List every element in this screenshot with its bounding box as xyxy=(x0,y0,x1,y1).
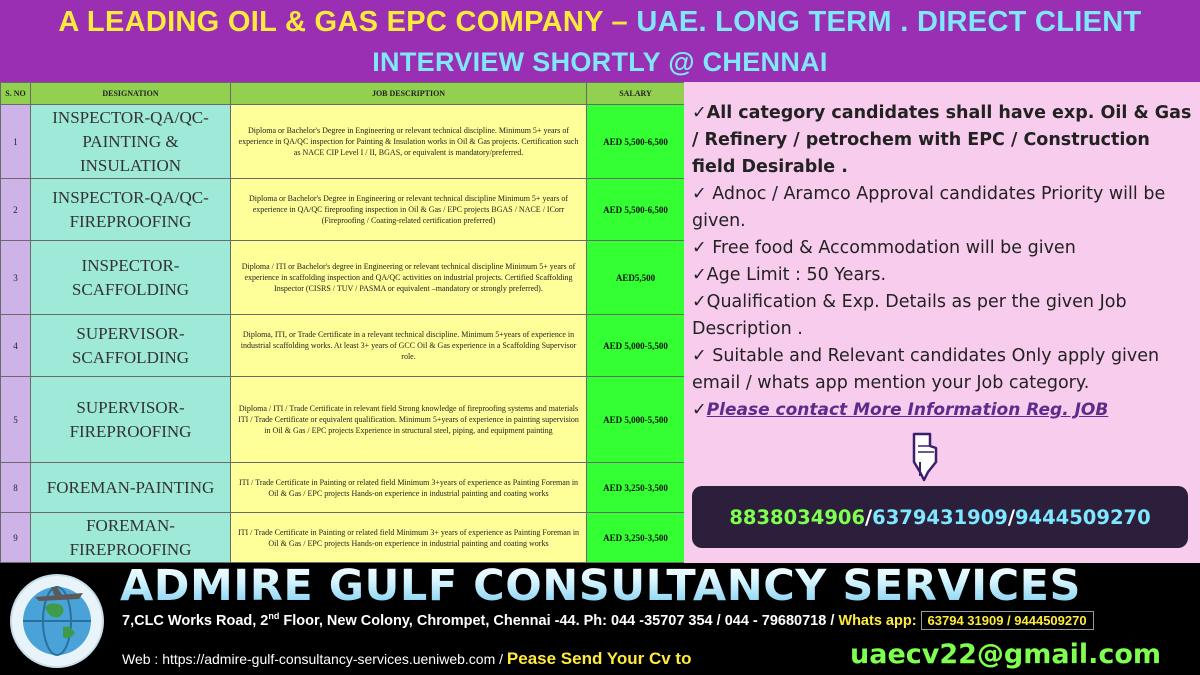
company-logo-icon xyxy=(5,567,109,671)
company-name: ADMIRE GULF CONSULTANCY SERVICES xyxy=(120,561,1100,611)
row-sno: 8 xyxy=(1,463,31,513)
website-link[interactable]: Web : https://admire-gulf-consultancy-services.ueniweb.com / xyxy=(122,651,507,667)
requirement-item xyxy=(692,397,1192,424)
requirement-item: ✓Age Limit : 50 Years. xyxy=(692,265,887,285)
row-description: Diploma or Bachelor's Degree in Engineering or relevant technical discipline. Minimum 5+ years of experience in QA/QC inspection for Painting & Insulation works in Oil & Gas projects. Certification such as NACE CIP Level I / II, BGAS, or equivalent is mandatory/preferred. xyxy=(231,105,587,179)
requirements-list xyxy=(692,100,1192,424)
footer xyxy=(0,563,1200,675)
row-description: Diploma, ITI, or Trade Certificate in a relevant technical discipline. Minimum 5+years of experience in industrial scaffolding works. At least 3+ years of GCC Oil & Gas experience in a Scaffolding Supervisor role. xyxy=(231,315,587,377)
table-row xyxy=(1,315,685,377)
requirement-item: ✓ Free food & Accommodation will be given xyxy=(692,238,1076,258)
row-designation: SUPERVISOR-SCAFFOLDING xyxy=(31,315,231,377)
table-header-row xyxy=(1,83,685,105)
row-designation: INSPECTOR-SCAFFOLDING xyxy=(31,241,231,315)
table-row xyxy=(1,241,685,315)
email-address[interactable]: uaecv22@gmail.com xyxy=(850,639,1162,670)
row-salary: AED 5,000-5,500 xyxy=(587,315,685,377)
header-title-line1 xyxy=(0,6,1200,39)
row-designation: INSPECTOR-QA/QC-FIREPROOFING xyxy=(31,179,231,241)
column-header-sno: S. NO xyxy=(1,83,31,105)
row-salary: AED 3,250-3,500 xyxy=(587,463,685,513)
phone-number[interactable]: 9444509270 xyxy=(1014,505,1151,529)
table-row xyxy=(1,463,685,513)
row-designation: INSPECTOR-QA/QC-PAINTING & INSULATION xyxy=(31,105,231,179)
address-text: 7,CLC Works Road, 2 xyxy=(122,613,269,629)
row-designation: FOREMAN-PAINTING xyxy=(31,463,231,513)
header-title-line2: INTERVIEW SHORTLY @ CHENNAI xyxy=(372,47,828,77)
row-salary: AED 5,000-5,500 xyxy=(587,377,685,463)
column-header-salary: SALARY xyxy=(587,83,685,105)
row-sno: 2 xyxy=(1,179,31,241)
requirement-item: ✓All category candidates shall have exp. Oil & Gas / Refinery / petrochem with EPC / Construction field Desirable . xyxy=(692,103,1192,177)
requirement-item: ✓ Adnoc / Aramco Approval candidates Priority will be given. xyxy=(692,184,1166,231)
header-banner xyxy=(0,0,1200,82)
info-panel xyxy=(684,82,1200,563)
header-title-company: A LEADING OIL & GAS EPC COMPANY – xyxy=(58,6,637,38)
header-title-client: DIRECT CLIENT xyxy=(916,6,1142,38)
table-row xyxy=(1,377,685,463)
whatsapp-label: Whats app: xyxy=(838,613,917,629)
separator: / xyxy=(865,505,873,529)
requirement-item: ✓ Suitable and Relevant candidates Only apply given email / whats app mention your Job category. xyxy=(692,346,1160,393)
row-sno: 5 xyxy=(1,377,31,463)
job-table xyxy=(0,82,685,563)
send-cv-text: Pease Send Your Cv to xyxy=(506,649,692,668)
table-row xyxy=(1,513,685,563)
phone-number[interactable]: 6379431909 xyxy=(872,505,1008,529)
contact-link[interactable]: Please contact More Information Reg. JOB xyxy=(706,400,1109,420)
pointing-hand-icon xyxy=(906,432,942,482)
row-salary: AED 5,500-6,500 xyxy=(587,179,685,241)
row-salary: AED 5,500-6,500 xyxy=(587,105,685,179)
table-row xyxy=(1,179,685,241)
phone-number[interactable]: 8838034906 xyxy=(729,505,866,529)
requirement-item: ✓Qualification & Exp. Details as per the given Job Description . xyxy=(692,292,1127,339)
row-description: Diploma / ITI or Bachelor's degree in Engineering or relevant technical discipline Minimum 5+ years of experience in scaffolding inspection and QA/QC activities on industrial projects. Certified Scaffolding Inspector (CISRS / TUV / PASMA or equivalent –mandatory or strongly preferred). xyxy=(231,241,587,315)
check-icon: ✓ xyxy=(692,400,707,420)
row-designation: FOREMAN-FIREPROOFING xyxy=(31,513,231,563)
column-header-description: JOB DESCRIPTION xyxy=(231,83,587,105)
company-address xyxy=(122,611,1094,630)
separator: / xyxy=(1007,505,1015,529)
column-header-designation: DESIGNATION xyxy=(31,83,231,105)
row-description: ITI / Trade Certificate in Painting or related field Minimum 3+years of experience as Painting Foreman in Oil & Gas / EPC projects Hands-on experience in industrial painting and coating works xyxy=(231,463,587,513)
row-description: Diploma / ITI / Trade Certificate in relevant field Strong knowledge of fireproofing systems and materials ITI / Trade Certificate or equivalent qualification. Minimum 5+years of experience in painting supervision in Oil & Gas / EPC projects Experience in structural steel, piping, and equipment painting xyxy=(231,377,587,463)
row-description: ITI / Trade Certificate in Painting or related field Minimum 3+ years of experience as Painting Foreman in Oil & Gas / EPC projects Hands-on experience in industrial painting and coating works xyxy=(231,513,587,563)
phone-numbers-box xyxy=(692,486,1188,548)
header-title-location: UAE. LONG TERM . xyxy=(636,6,917,38)
whatsapp-numbers[interactable]: 63794 31909 / 9444509270 xyxy=(921,611,1094,630)
row-sno: 1 xyxy=(1,105,31,179)
row-sno: 4 xyxy=(1,315,31,377)
row-description: Diploma or Bachelor's Degree in Engineering or relevant technical discipline Minimum 5+ years of experience in QA/QC fireproofing inspection in Oil & Gas / EPC projects BGAS / NACE / ICorr (Fireproofing / Coating-related certification preferred) xyxy=(231,179,587,241)
row-sno: 9 xyxy=(1,513,31,563)
address-superscript: nd xyxy=(268,611,280,622)
row-salary: AED 3,250-3,500 xyxy=(587,513,685,563)
table-row xyxy=(1,105,685,179)
address-text: Floor, New Colony, Chrompet, Chennai -44. Ph: 044 -35707 354 / 044 - 79680718 / xyxy=(279,613,839,629)
row-designation: SUPERVISOR-FIREPROOFING xyxy=(31,377,231,463)
website-line xyxy=(122,649,691,669)
row-salary: AED5,500 xyxy=(587,241,685,315)
row-sno: 3 xyxy=(1,241,31,315)
